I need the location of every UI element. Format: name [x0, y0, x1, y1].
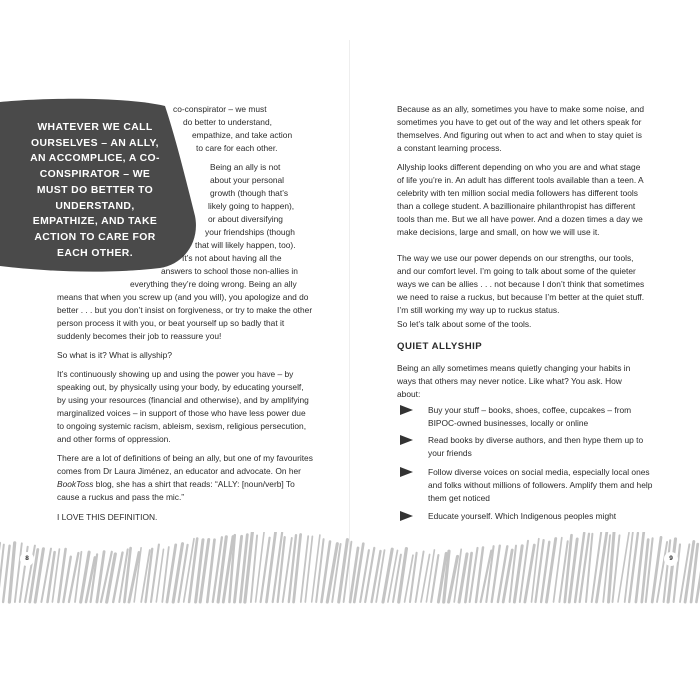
text-line: your friendships (though [205, 227, 295, 237]
list-item-text: Educate yourself. Which Indigenous peoples might [428, 511, 617, 521]
hatch-stroke [597, 532, 607, 602]
paragraph: Allyship looks different depending on who you are and what stage of life you’re in. An adult has different tools available than a teen. A celebrity with ten million social media followers has different tools than a college student. A bazillionaire philanthropist has different tools than me. But we all have power. And a dozen times a day we make decisions, large and small, on how we will use it. [397, 162, 644, 237]
hatch-stroke [383, 549, 392, 602]
list-item-text: Buy your stuff – books, shoes, coffee, cupcakes – from BIPOC-owned businesses, locally or online [428, 405, 632, 428]
text-line: empathize, and take action [192, 130, 293, 140]
list-item-text: Read books by diverse authors, and then hype them up to your friends [428, 435, 644, 458]
paragraph: Being an ally sometimes means quietly changing your habits in ways that others may never notice. Like what? You ask. How about: [397, 363, 631, 399]
blog-name: BookToss [57, 479, 94, 489]
paragraph: It’s continuously showing up and using the power you have – by speaking out, by physically using your body, by educating yourself, by using your resources (financial and otherwise), and by amplifying marginalized voices – in support of those who have less power due to ongoing systemic racism, ableism, sexism, religious persecution, and other forms of oppression. [57, 369, 309, 444]
hatch-stroke [449, 556, 458, 602]
section-heading: QUIET ALLYSHIP [397, 341, 483, 352]
list-item-text: Follow diverse voices on social media, especially local ones and folks without millions of followers. Amplify them and help them get noticed [428, 467, 653, 503]
paragraph-text: There are a lot of definitions of being an ally, but one of my favourites comes from Dr Laura Jiménez, an educator and advocate. On her [57, 453, 313, 476]
paragraph [57, 452, 313, 504]
hatch-stroke [618, 533, 629, 602]
paragraph: Because as an ally, sometimes you have to make some noise, and sometimes you have to get out of the way and let others speak for themselves. And figuring out when to act and when to stay quiet is a constant learning process. [397, 104, 645, 153]
paragraph: means that when you screw up (and you will), you apologize and do better . . . but you don’t insist on forgiveness, or try to make the other person process it with you, or beat yourself up so badly that it suddenly becomes their job to reassure you! [57, 292, 313, 341]
text-line: or about diversifying [208, 214, 283, 224]
text-line: Being an ally is not [210, 162, 281, 172]
right-triangle-arrow-icon [400, 467, 413, 477]
paragraph: So what is it? What is allyship? [57, 350, 172, 360]
paragraph: The way we use our power depends on our strengths, our tools, and our comfort level. I’m going to talk about some of the quieter ways we can be allies . . . not because I don’t think that sometimes we need to raise a ruckus, but because I’m better at the quiet stuff. I’m still working my way up to ruckus status. [397, 253, 645, 315]
text-line: It’s not about having all the [182, 253, 282, 263]
page-number-right: 9 [664, 552, 678, 566]
hatched-footer-band [0, 532, 700, 604]
hatch-stroke [312, 535, 320, 602]
right-triangle-arrow-icon [400, 511, 413, 521]
text-line: that will likely happen, too). [195, 240, 296, 250]
right-triangle-arrow-icon [400, 435, 413, 445]
text-line: everything they’re doing wrong. Being an ally [130, 279, 297, 289]
hatch-stroke [652, 537, 661, 602]
paragraph: I LOVE THIS DEFINITION. [57, 512, 158, 522]
text-line: co-conspirator – we must [173, 104, 267, 114]
pull-quote: WHATEVER WE CALL OURSELVES – AN ALLY, AN ACCOMPLICE, A CO-CONSPIRATOR – WE MUST DO BETTER TO UNDERSTAND, EMPATHIZE, AND TAKE ACTION TO CARE FOR EACH OTHER. [30, 122, 160, 259]
text-line: about your personal [210, 175, 285, 185]
text-line: to care for each other. [196, 143, 278, 153]
text-line: likely going to happen), [208, 201, 295, 211]
hatch-stroke [9, 543, 14, 602]
right-triangle-arrow-icon [400, 405, 413, 415]
text-line: growth (though that’s [210, 188, 289, 198]
paragraph-text: blog, she has a shirt that reads: “ALLY: [noun/verb] To cause a ruckus and pass the mic.” [57, 479, 295, 502]
text-line: answers to school those non-allies in [161, 266, 298, 276]
hatch-stroke [410, 553, 417, 602]
hatch-stroke [592, 532, 602, 602]
paragraph: So let’s talk about some of the tools. [397, 319, 532, 329]
page-number-left: 8 [20, 552, 34, 566]
text-line: do better to understand, [183, 117, 272, 127]
